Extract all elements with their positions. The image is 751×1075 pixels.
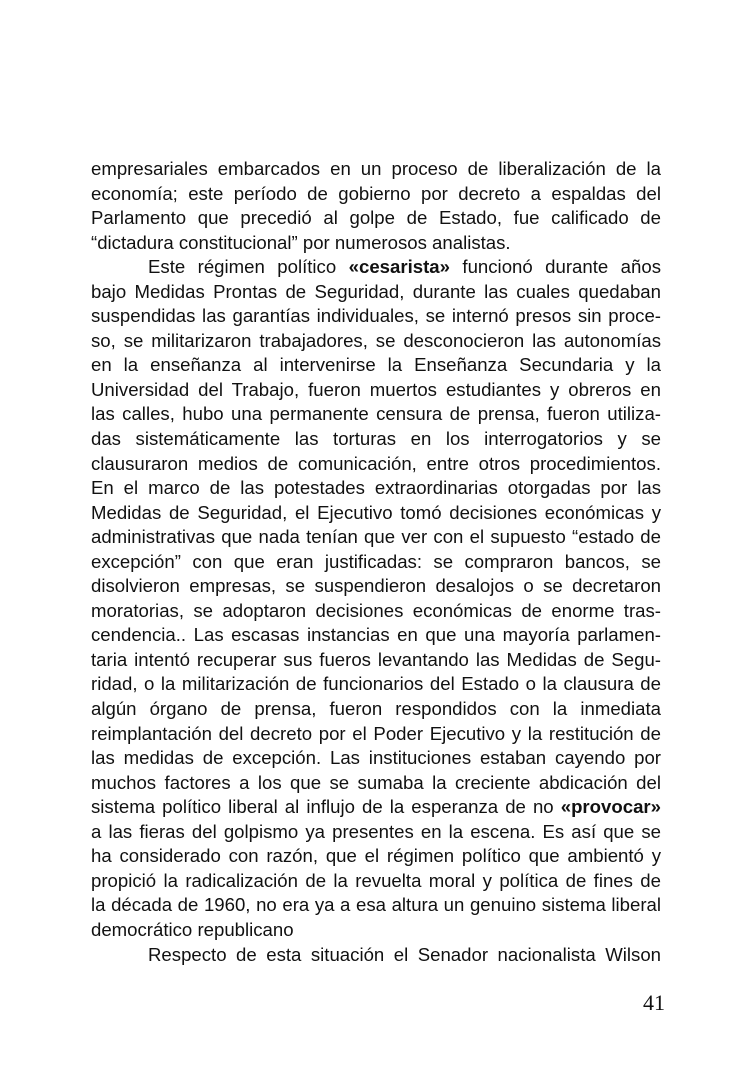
- text-line: suspendidas las garantías individuales, se internó presos sin proce-: [91, 305, 661, 327]
- emphasis-provocar: «provocar»: [560, 796, 661, 818]
- text-line: [91, 255, 661, 280]
- text-line: ha considerado con razón, que el régimen político que ambientó y: [91, 845, 661, 867]
- text-line: economía; este período de gobierno por decreto a espaldas del: [91, 182, 661, 204]
- text-line: moratorias, se adoptaron decisiones económicas de enorme tras-: [91, 599, 661, 621]
- text-run: Este régimen político: [148, 256, 349, 278]
- text-line: das sistemáticamente las torturas en los interrogatorios y se: [91, 428, 661, 450]
- body-text: [91, 157, 661, 967]
- text-line: Universidad del Trabajo, fueron muertos estudiantes y obreros en: [91, 378, 661, 400]
- text-line: a las fieras del golpismo ya presentes en la escena. Es así que se: [91, 820, 661, 842]
- text-line: clausuraron medios de comunicación, entre otros procedimientos.: [91, 452, 661, 474]
- page-number: 41: [643, 990, 665, 1015]
- text-line: en la enseñanza al intervenirse la Enseñanza Secundaria y la: [91, 354, 661, 376]
- text-line: Parlamento que precedió al golpe de Estado, fue calificado de: [91, 207, 661, 229]
- text-line: reimplantación del decreto por el Poder Ejecutivo y la restitución de: [91, 722, 661, 744]
- text-line: muchos factores a los que se sumaba la creciente abdicación del: [91, 771, 661, 793]
- text-line: algún órgano de prensa, fueron respondidos con la inmediata: [91, 698, 661, 720]
- text-line: democrático republicano: [91, 918, 294, 940]
- text-line: disolvieron empresas, se suspendieron desalojos o se decretaron: [91, 575, 661, 597]
- text-line: empresariales embarcados en un proceso de liberalización de la: [91, 158, 661, 179]
- text-line: propició la radicalización de la revuelta moral y política de fines de: [91, 869, 661, 891]
- text-line: Respecto de esta situación el Senador nacionalista Wilson: [148, 943, 661, 965]
- text-line: Medidas de Seguridad, el Ejecutivo tomó decisiones económicas y: [91, 501, 661, 523]
- emphasis-cesarista: «cesarista»: [348, 256, 450, 278]
- text-line: [91, 795, 661, 820]
- text-line: cendencia.. Las escasas instancias en que una mayoría parlamen-: [91, 624, 661, 646]
- text-run: funcionó durante años: [449, 256, 661, 278]
- text-line: administrativas que nada tenían que ver con el supuesto “estado de: [91, 526, 661, 548]
- text-line: “dictadura constitucional” por numerosos analistas.: [91, 231, 511, 253]
- text-line: ridad, o la militarización de funcionarios del Estado o la clausura de: [91, 673, 661, 695]
- text-line: las medidas de excepción. Las instituciones estaban cayendo por: [91, 747, 661, 769]
- text-line: so, se militarizaron trabajadores, se desconocieron las autonomías: [91, 329, 661, 351]
- text-line: la década de 1960, no era ya a esa altura un genuino sistema liberal: [91, 894, 661, 916]
- text-line: taria intentó recuperar sus fueros levantando las Medidas de Segu-: [91, 648, 661, 670]
- text-line: excepción” con que eran justificadas: se compraron bancos, se: [91, 550, 661, 572]
- text-line: En el marco de las potestades extraordinarias otorgadas por las: [91, 477, 661, 499]
- text-line: las calles, hubo una permanente censura de prensa, fueron utiliza-: [91, 403, 661, 425]
- text-line: bajo Medidas Prontas de Seguridad, durante las cuales quedaban: [91, 280, 661, 302]
- text-run: sistema político liberal al influjo de la esperanza de no: [91, 796, 561, 818]
